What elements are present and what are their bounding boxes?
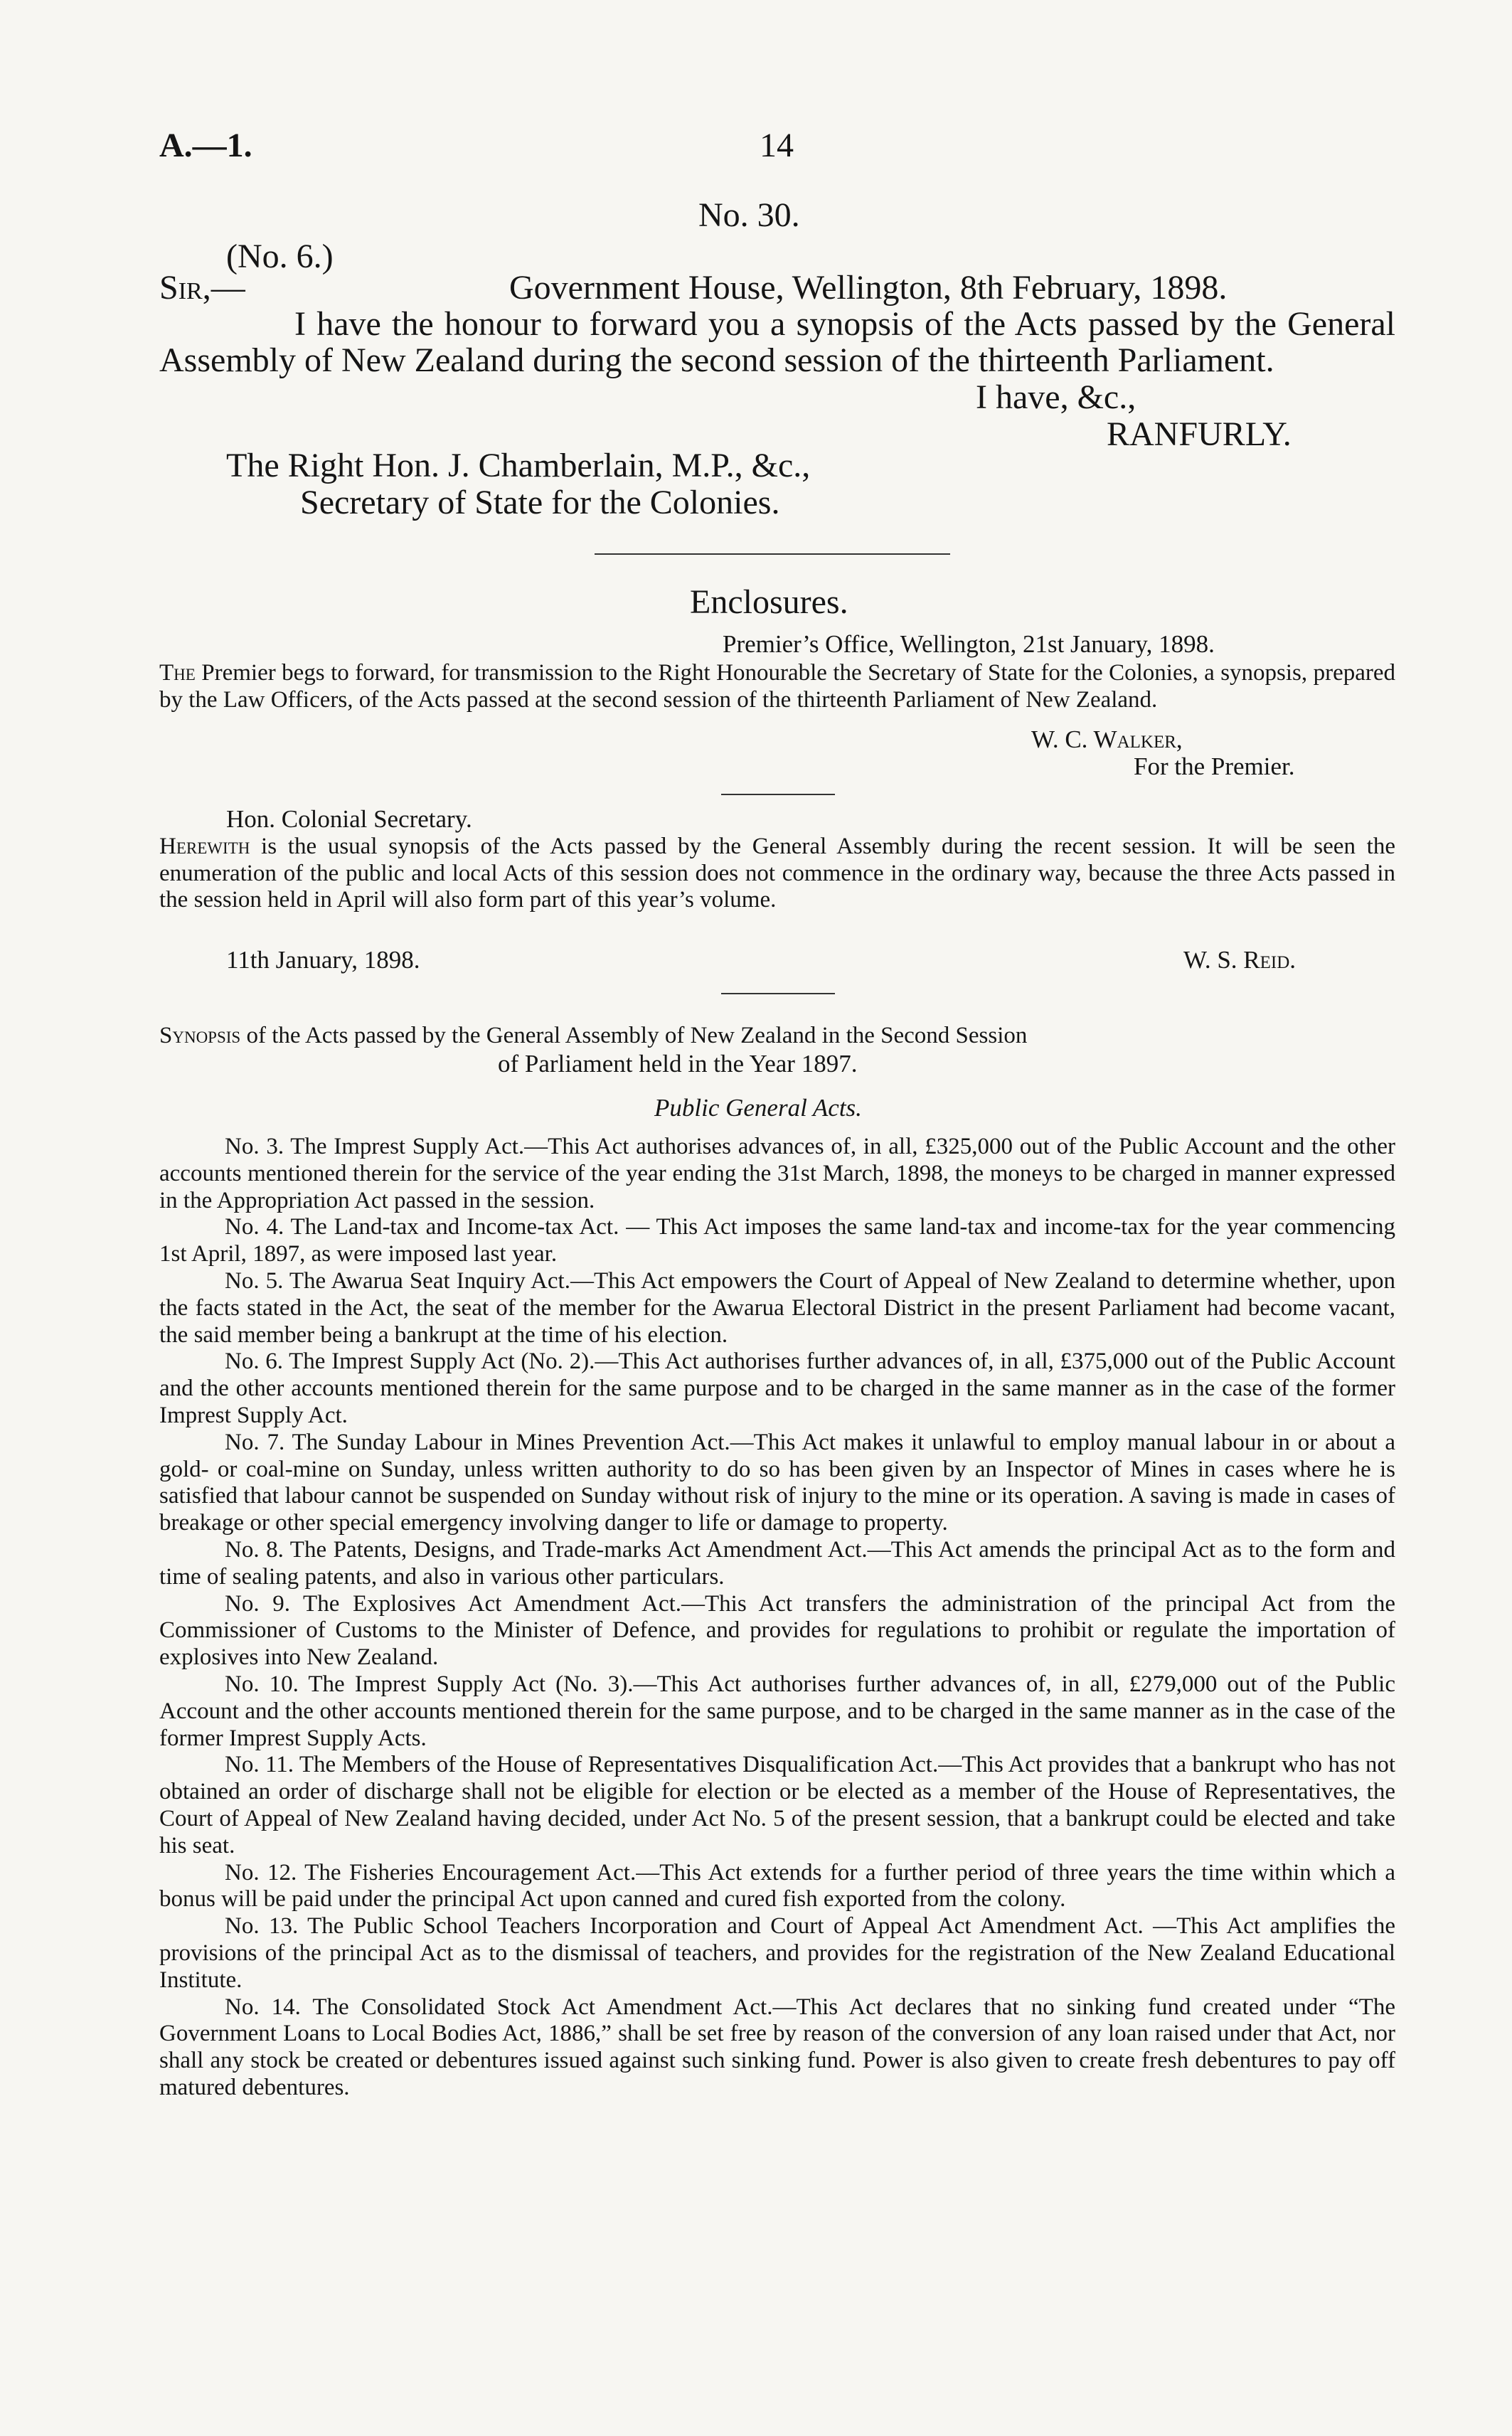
act-no-8: No. 8. The Patents, Designs, and Trade-marks Act Amendment Act.—This Act amends the principal Act as to the form and time of sealing patents, and also in various other particulars.: [159, 1536, 1395, 1590]
enclosure-lead: The: [159, 660, 196, 686]
synopsis-lead: Synopsis: [159, 1023, 241, 1048]
act-no-14: No. 14. The Consolidated Stock Act Amendment Act.—This Act declares that no sinking fund created under “The Government Loans to Local Bodies Act, 1886,” shall be set free by reason of the conversion of any loan raised under that Act, nor shall any stock be created or debentures issued against such sinking fund. Power is also given to create fresh debentures to pay off matured debentures.: [159, 1994, 1395, 2100]
act-no-6: No. 6. The Imprest Supply Act (No. 2).—This Act authorises further advances of, in all, £375,000 out of the Public Account and the other accounts mentioned therein for the same purpose and to be charged in the same manner as in the case of the former Imprest Supply Act.: [159, 1349, 1395, 1428]
section-heading: [654, 1094, 862, 1122]
memo-addressee: Hon. Colonial Secretary.: [226, 805, 472, 833]
letter-recipient-title: Secretary of State for the Colonies.: [300, 484, 780, 521]
synopsis-title-text: of the Acts passed by the General Assembly of New Zealand in the Second Session: [246, 1023, 1028, 1048]
enclosure-signature-name: W. C. Walker,: [1031, 725, 1183, 753]
enclosures-title: Enclosures.: [690, 583, 848, 621]
act-no-12: No. 12. The Fisheries Encouragement Act.—This Act extends for a further period of three years the time within which a bonus will be paid under the principal Act upon canned and cured fish exported from the colony.: [159, 1859, 1395, 1913]
letter-signature: RANFURLY.: [1107, 415, 1292, 453]
synopsis-title-line-2: of Parliament held in the Year 1897.: [498, 1050, 858, 1078]
act-no-11: No. 11. The Members of the House of Representatives Disqualification Act.—This Act provides that a bankrupt who has not obtained an order of discharge shall not be eligible for election or be elected as a member of the House of Representatives, the Court of Appeal of New Zealand having decided, under Act No. 5 of the present session, that a bankrupt could be elected and take his seat.: [159, 1752, 1395, 1858]
act-no-5: No. 5. The Awarua Seat Inquiry Act.—This Act empowers the Court of Appeal of New Zealand to determine whether, upon the facts stated in the Act, the seat of the member for the Awarua Electoral District in the present Parliament had become vacant, the said member being a bankrupt at the time of his election.: [159, 1267, 1395, 1348]
short-divider: [721, 794, 835, 795]
enclosure-text: Premier begs to forward, for transmission to the Right Honourable the Secretary of State for the Colonies, a synopsis, prepared by the Law Officers, of the Acts passed at the second session of the thirteenth Parliament of New Zealand.: [159, 660, 1396, 713]
document-code: A.—1.: [159, 127, 252, 164]
section-divider: [595, 553, 950, 555]
memo-date: 11th January, 1898.: [226, 946, 420, 974]
memo-text: is the usual synopsis of the Acts passed by the General Assembly during the recent session. It will be seen the enumeration of the public and local Acts of this session does not commence in the ordinary way, because the three Acts passed in the session held in April will also form part of this year’s volume.: [159, 834, 1395, 913]
memo-lead: Herewith: [159, 834, 250, 859]
act-no-9: No. 9. The Explosives Act Amendment Act.—This Act transfers the administration of the principal Act from the Commissioner of Customs to the Minister of Defence, and provides for regulations to prohibit or regulate the importation of explosives into New Zealand.: [159, 1590, 1395, 1671]
page-number: 14: [760, 127, 794, 164]
acts-list: [159, 1134, 1395, 2102]
act-no-10: No. 10. The Imprest Supply Act (No. 3).—This Act authorises further advances of, in all, £279,000 out of the Public Account and the other accounts mentioned therein for the same purpose, and to be charged in the same manner as in the case of the former Imprest Supply Acts.: [159, 1671, 1395, 1751]
section-heading-text: Public General Acts.: [654, 1094, 862, 1122]
letter-closing: I have, &c.,: [976, 378, 1136, 416]
act-no-3: No. 3. The Imprest Supply Act.—This Act authorises advances of, in all, £325,000 out of the Public Account and the other accounts mentioned therein for the service of the year ending the 31st March, 1898, the moneys to be charged in manner expressed in the Appropriation Act passed in the session.: [159, 1134, 1395, 1213]
synopsis-title: [159, 1023, 1395, 1050]
letter-number: No. 30.: [698, 196, 800, 234]
letter-place-date: Government House, Wellington, 8th February, 1898.: [509, 269, 1228, 307]
short-divider-2: [721, 993, 835, 994]
enclosure-body: [159, 660, 1395, 713]
act-no-7: No. 7. The Sunday Labour in Mines Prevention Act.—This Act makes it unlawful to employ manual labour in or about a gold- or coal-mine on Sunday, unless written authority to do so has been given by an Inspector of Mines in cases where he is satisfied that labour cannot be suspended on Sunday without risk of injury to the mine or its operation. A saving is made in cases of breakage or other special emergency involving danger to life or damage to property.: [159, 1429, 1395, 1536]
letter-body: I have the honour to forward you a synopsis of the Acts passed by the General Assembly of New Zealand during the second session of the thirteenth Parliament.: [159, 305, 1395, 379]
salutation: Sir,—: [159, 269, 245, 307]
enclosure-signature: [1031, 725, 1183, 753]
enclosure-signature-role: For the Premier.: [1134, 752, 1295, 780]
letter-recipient: The Right Hon. J. Chamberlain, M.P., &c.,: [226, 447, 811, 484]
enclosure-place-date: Premier’s Office, Wellington, 21st January, 1898.: [723, 630, 1215, 658]
memo-body: [159, 834, 1395, 914]
act-no-4: No. 4. The Land-tax and Income-tax Act. — This Act imposes the same land-tax and income-tax for the year commencing 1st April, 1897, as were imposed last year.: [159, 1214, 1395, 1267]
memo-signature: W. S. Reid.: [1183, 946, 1297, 974]
act-no-13: No. 13. The Public School Teachers Incorporation and Court of Appeal Act Amendment Act. —This Act amplifies the provisions of the principal Act as to the dismissal of teachers, and provides for the registration of the New Zealand Educational Institute.: [159, 1913, 1395, 1993]
letter-reference: (No. 6.): [226, 238, 334, 275]
